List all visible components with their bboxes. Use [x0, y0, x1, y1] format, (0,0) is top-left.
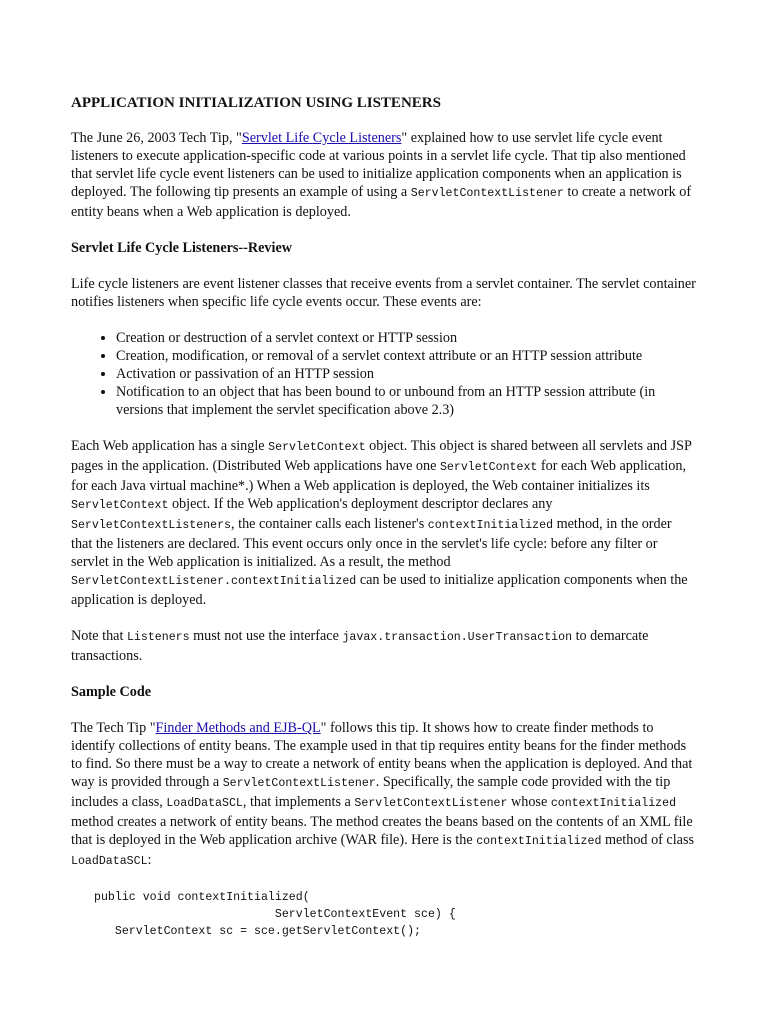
text-span: object. This object is shared between all servlets and JSP pages in the application. (Distributed Web applications have one [71, 438, 692, 474]
text-span: " follows this tip. It shows how to create finder methods to identify collections of entity beans. The example used in that tip requires entity beans for the finder methods to find. So there must be a way to create a network of entity beans when the application is deployed. And that way is provided through a [71, 720, 693, 790]
code-span: Listeners [126, 631, 190, 644]
text-span: , that implements a [242, 794, 355, 810]
code-span: ServletContextListener.contextInitialized [71, 575, 357, 588]
code-span: ServletContextListeners [71, 519, 232, 532]
list-item: • Creation, modification, or removal of a servlet context attribute or an HTTP session attribute [116, 347, 696, 365]
text-span: for each Web application, for each Java virtual machine*.) When a Web application is deployed, the Web container initializes its [71, 458, 687, 494]
code-span: LoadDataSCL [71, 855, 148, 868]
code-block [71, 889, 696, 940]
intro-text-1: The June 26, 2003 Tech Tip, " [71, 130, 242, 146]
servlet-life-cycle-listeners-link[interactable]: Servlet Life Cycle Listeners [241, 130, 402, 146]
code-span: ServletContextListener [354, 797, 508, 810]
sample-code-heading: Sample Code [71, 684, 152, 700]
text-span: method, in the order that the listeners are declared. This event occurs only once in the servlet's life cycle: before any filter or servlet in the Web application is initialized. As a result, the method [71, 516, 672, 570]
code-span: ServletContext [439, 461, 538, 474]
code-span: contextInitialized [550, 797, 677, 810]
text-span: Note that [71, 628, 127, 644]
code-line: ServletContext sc = sce.getServletContext(); [94, 925, 421, 938]
code-span: LoadDataSCL [166, 797, 243, 810]
code-line: ServletContextEvent sce) { [94, 908, 456, 921]
servlet-context-paragraph [71, 437, 696, 609]
page-title: APPLICATION INITIALIZATION USING LISTENERS [71, 95, 441, 111]
text-span: method creates a network of entity beans. The method creates the beans based on the contents of an XML file that is deployed in the Web application archive (WAR file). Here is the [71, 814, 693, 848]
sample-paragraph [71, 719, 696, 871]
list-item: • Creation or destruction of a servlet context or HTTP session [116, 329, 696, 347]
text-span: Each Web application has a single [71, 438, 269, 454]
text-span: whose [507, 794, 551, 810]
code-span: ServletContext [71, 499, 169, 512]
list-item: • Activation or passivation of an HTTP session [116, 365, 696, 383]
intro-paragraph [71, 129, 696, 221]
intro-text-3: to create a network of entity beans when a Web application is deployed. [71, 184, 692, 220]
events-list [71, 329, 696, 419]
code-line: public void contextInitialized( [94, 891, 310, 904]
text-span: The Tech Tip " [71, 720, 156, 736]
code-span: contextInitialized [427, 519, 554, 532]
text-span: , the container calls each listener's [231, 516, 428, 532]
text-span: can be used to initialize application components when the application is deployed. [71, 572, 688, 608]
text-span: . Specifically, the sample code provided with the tip includes a class, [71, 774, 671, 810]
review-heading: Servlet Life Cycle Listeners--Review [71, 240, 293, 256]
intro-text-2: " explained how to use servlet life cycle event listeners to execute application-specific code at various points in a servlet life cycle. That tip also mentioned that servlet life cycle event listeners can be used to initialize application components when an application is deployed. The following tip presents an example of using a [71, 130, 686, 200]
text-span: method of class [601, 832, 695, 848]
code-span: ServletContextListener [222, 777, 376, 790]
code-span: javax.transaction.UserTransaction [342, 631, 573, 644]
text-span: object. If the Web application's deployment descriptor declares any [168, 496, 553, 512]
document-content [71, 94, 696, 940]
finder-methods-link[interactable]: Finder Methods and EJB-QL [155, 720, 321, 736]
code-span: ServletContext [268, 441, 366, 454]
note-paragraph [71, 627, 696, 665]
review-paragraph: Life cycle listeners are event listener classes that receive events from a servlet container. The servlet container notifies listeners when specific life cycle events occur. These events are: [71, 276, 696, 310]
list-item: • Notification to an object that has been bound to or unbound from an HTTP session attribute (in versions that implement the servlet specification above 2.3) [116, 383, 696, 419]
text-span: : [147, 852, 152, 868]
text-span: to demarcate transactions. [71, 628, 649, 664]
code-span: contextInitialized [476, 835, 602, 848]
text-span: must not use the interface [189, 628, 343, 644]
intro-code-1: ServletContextListener [410, 187, 564, 200]
